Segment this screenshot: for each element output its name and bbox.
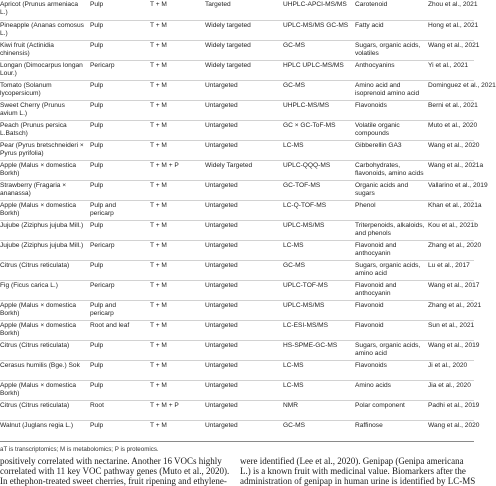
table-cell: T + M [150,182,167,189]
table-cell: UPLC-MS/MS GC-MS [283,22,349,29]
table-cell: Untargeted [205,282,238,289]
table-cell: Untargeted [205,382,238,389]
table-cell: Fig (Ficus carica L.) [0,282,58,289]
table-row [0,340,480,361]
table-cell: T + M [150,142,167,149]
table-cell: Sun et al., 2021 [428,322,475,329]
table-cell: Polar component [355,402,405,409]
table-cell: Pulp and pericarp [90,202,117,217]
table-cell: Pulp [90,1,104,8]
table-cell: Pulp and pericarp [90,302,117,317]
table-cell: UHPLC-MS/MS [283,102,330,109]
table-cell: T + M [150,62,167,69]
table-cell: Pulp [90,362,104,369]
table-row [0,160,484,181]
table-cell: Padhi et al., 2019 [428,402,480,409]
table-cell: Targeted [205,1,231,8]
table-cell: LC-Q-TOF-MS [283,202,327,209]
table-cell: GC-MS [283,262,305,269]
body-column-right [240,456,476,486]
table-cell: Pulp [90,22,104,29]
table-cell: Pulp [90,82,104,89]
article-body-text [0,456,476,486]
table-cell: T + M [150,382,167,389]
table-cell: Amino acid and isoprenoid amino acid [355,82,420,97]
table-cell: T + M [150,362,167,369]
table-cell: Peach (Prunus persica L.Batsch) [0,122,67,137]
table-footnote: aT is transcriptomics; M is metabolomics; P is proteomics. [0,446,159,453]
table-cell: Wang et al., 2020 [428,142,480,149]
table-cell: UPLC-MS/MS [283,302,325,309]
table-cell: UHPLC-APCI-MS/MS [283,1,347,8]
table-cell: Volatile organic compounds [355,122,400,137]
table-cell: T + M [150,342,167,349]
table-cell: Zhou et al., 2021 [428,1,478,8]
body-line: were identified (Lee et al., 2020). Genipap (Genipa americana [240,456,464,466]
table-cell: Pulp [90,42,104,49]
table-cell: Pulp [90,382,104,389]
table-cell: Cerasus humilis (Bge.) Sok [0,362,80,369]
table-cell: Pulp [90,182,104,189]
table-cell: GC-MS [283,82,305,89]
table-cell: HPLC UPLC-MS/MS [283,62,344,69]
table-cell: GC-TOF-MS [283,182,321,189]
table-cell: Berni et al., 2021 [428,102,478,109]
table-cell: Sweet Cherry (Prunus avium L.) [0,102,65,117]
table-cell: T + M [150,422,167,429]
table-cell: Muto et al., 2020 [428,122,478,129]
table-cell: Pericarp [90,282,115,289]
table-cell: Untargeted [205,402,238,409]
table-cell: T + M [150,262,167,269]
table-cell: Lu et al., 2017 [428,262,470,269]
table-cell: GC-MS [283,42,305,49]
table-cell: Pear (Pyrus bretschneideri × Pyrus pyrifolia) [0,142,84,157]
table-cell: Wang et al., 2017 [428,282,480,289]
table-cell: Pulp [90,342,104,349]
table-cell: Untargeted [205,222,238,229]
table-cell: Kou et al., 2021b [428,222,478,229]
body-column-left [0,456,232,486]
table-cell: Walnut (Juglans regia L.) [0,422,74,429]
table-cell: Flavonoid [355,302,384,309]
table-cell: Wang et al., 2021a [428,162,484,169]
table-cell: Pericarp [90,242,115,249]
table-cell: Pineapple (Ananas comosus L.) [0,22,84,37]
table-cell: Untargeted [205,142,238,149]
table-cell: Untargeted [205,262,238,269]
table-row [0,60,474,81]
table-cell: T + M [150,282,167,289]
table-cell: Gibberellin GA3 [355,142,402,149]
table-cell: Tomato (Solanum lycopersicum) [0,82,52,97]
table-row [0,400,480,421]
table-cell: Wang et al., 2019 [428,342,480,349]
table-cell: Organic acids and sugars [355,182,409,197]
table-cell: HS-SPME-GC-MS [283,342,338,349]
table-cell: Hong et al., 2021 [428,22,479,29]
table-cell: Pulp [90,262,104,269]
body-line: correlated with 11 key VOC pathway genes (Muto et al., 2020). [0,466,230,476]
table-cell: Flavonoids [355,362,387,369]
table-cell: Citrus (Citrus reticulata) [0,262,70,269]
table-cell: Apple (Malus × domestica Borkh) [0,202,77,217]
table-cell: Pulp [90,102,104,109]
table-row [0,0,478,20]
table-cell: Flavonoid [355,322,384,329]
table-row [0,40,480,61]
table-cell: T + M [150,1,167,8]
table-cell: Pulp [90,162,104,169]
table-cell: Untargeted [205,122,238,129]
table-cell: Pulp [90,222,104,229]
table-cell: GC × GC-ToF-MS [283,122,336,129]
body-line: positively correlated with nectarine. Another 16 VOCs highly [0,456,222,466]
table-cell: Sugars, organic acids, amino acid [355,342,421,357]
table-row [0,140,480,161]
table-cell: T + M [150,82,167,89]
table-cell: Pulp [90,122,104,129]
table-row [0,420,480,441]
table-cell: T + M [150,42,167,49]
table-cell: Root [90,402,104,409]
body-line: In ethephon-treated sweet cherries, fruit ripening and ethylene- [0,476,227,486]
table-row [0,380,474,401]
table-cell: LC-ESI-MS/MS [283,322,329,329]
table-row [0,240,482,261]
table-cell: Untargeted [205,82,238,89]
table-cell: Untargeted [205,362,238,369]
table-cell: T + M + P [150,402,179,409]
table-cell: NMR [283,402,299,409]
table-cell: LC-MS [283,382,304,389]
table-cell: Apricot (Prunus armeniaca L.) [0,1,79,16]
table-row [0,260,474,281]
table-cell: Pulp [90,142,104,149]
table-cell: T + M [150,302,167,309]
table-cell: Flavonoid and anthocyanin [355,242,397,257]
table-cell: Longan (Dimocarpus longan Lour.) [0,62,83,77]
table-cell: Citrus (Citrus reticulata) [0,342,70,349]
table-cell: Anthocyanins [355,62,395,69]
table-cell: Phenol [355,202,376,209]
table-cell: Amino acids [355,382,391,389]
table-cell: UPLC-MS/MS [283,222,325,229]
table-cell: Untargeted [205,102,238,109]
table-row [0,120,478,141]
table-cell: T + M [150,202,167,209]
table-cell: Untargeted [205,302,238,309]
table-cell: T + M [150,102,167,109]
table-row [0,300,482,321]
table-row [0,80,496,101]
table-cell: T + M [150,242,167,249]
body-line: administration of genipap in human urine is identified by LC-MS [240,476,476,486]
table-row [0,20,479,41]
table-cell: Dominguez et al., 2021 [428,82,496,89]
table-cell: Wang et al., 2020 [428,422,480,429]
table-cell: Flavonoid and anthocyanin [355,282,397,297]
table-cell: Flavonoids [355,102,387,109]
table-cell: Untargeted [205,242,238,249]
table-row [0,200,482,221]
table-cell: Root and leaf [90,322,130,329]
table-cell: Carbohydrates, flavonoids, amino acids [355,162,424,177]
table-cell: T + M [150,22,167,29]
table-cell: Yi et al., 2021 [428,62,469,69]
table-cell: Raffinose [355,422,383,429]
table-cell: Triterpenoids, alkaloids, and phenols [355,222,425,237]
table-cell: Citrus (Citrus reticulata) [0,402,70,409]
table-row [0,360,474,381]
table-bottom-rule [0,441,474,442]
table-row [0,180,488,201]
table-cell: Widely Targeted [205,162,253,169]
table-cell: Khan et al., 2021a [428,202,482,209]
table-cell: Widely targeted [205,22,251,29]
table-cell: T + M [150,322,167,329]
table-cell: UPLC-QQQ-MS [283,162,331,169]
table-cell: Apple (Malus × domestica Borkh) [0,322,77,337]
table-cell: Untargeted [205,322,238,329]
table-cell: Carotenoid [355,1,388,8]
table-cell: LC-MS [283,362,304,369]
table-cell: Untargeted [205,182,238,189]
table-cell: Pericarp [90,62,115,69]
table-cell: Jujube (Ziziphus jujuba Mill.) [0,242,84,249]
table-cell: Strawberry (Fragaria × ananassa) [0,182,67,197]
table-cell: Untargeted [205,342,238,349]
table-cell: GC-MS [283,422,305,429]
table-cell: Vallarino et al., 2019 [428,182,488,189]
table-cell: Untargeted [205,422,238,429]
table-cell: UPLC-TOF-MS [283,282,328,289]
table-cell: T + M + P [150,162,179,169]
table-cell: Untargeted [205,202,238,209]
table-cell: T + M [150,122,167,129]
table-cell: T + M [150,222,167,229]
table-cell: Apple (Malus × domestica Borkh) [0,382,77,397]
table-cell: Sugars, organic acids, amino acid [355,262,421,277]
table-row [0,100,478,121]
table-cell: Widely targeted [205,62,251,69]
table-cell: Pulp [90,422,104,429]
table-cell: Jia et al., 2020 [428,382,471,389]
table-cell: Apple (Malus × domestica Borkh) [0,302,77,317]
table-cell: Widely targeted [205,42,251,49]
table-cell: Jujube (Ziziphus jujuba Mill.) [0,222,84,229]
table-cell: LC-MS [283,142,304,149]
table-cell: LC-MS [283,242,304,249]
table-cell: Wang et al., 2021 [428,42,480,49]
table-row [0,280,480,301]
table-cell: Zhang et al., 2020 [428,242,482,249]
table-row [0,320,474,341]
table-row [0,220,478,241]
table-cell: Zhang et al., 2021 [428,302,482,309]
body-line: L.) is a known fruit with medicinal value. Biomarkers after the [240,466,466,476]
table-cell: Apple (Malus × domestica Borkh) [0,162,77,177]
table-cell: Ji et al., 2020 [428,362,468,369]
table-cell: Sugars, organic acids, volatiles [355,42,421,57]
table-cell: Fatty acid [355,22,384,29]
table-cell: Kiwi fruit (Actinidia chinensis) [0,42,54,57]
